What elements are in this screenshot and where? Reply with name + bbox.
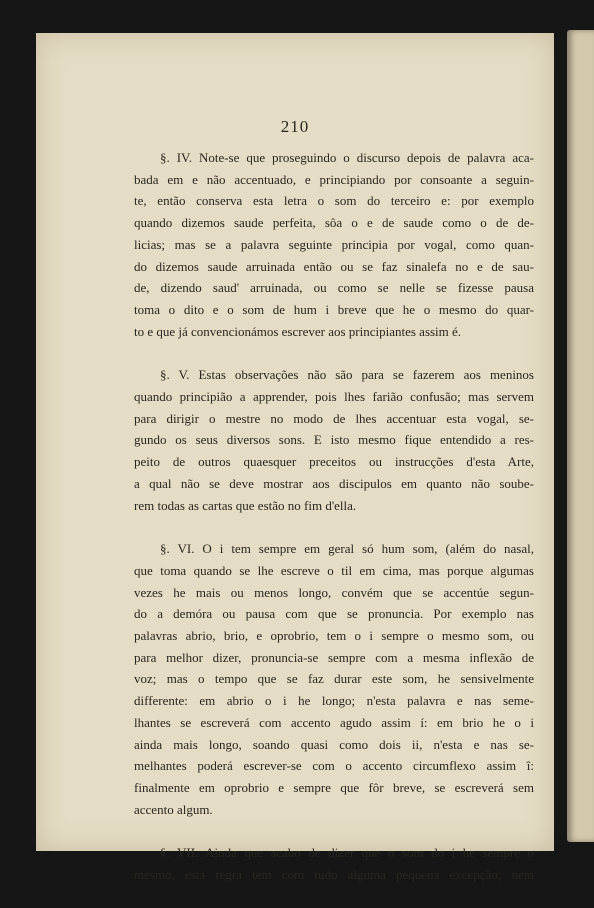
text-line: voz; mas o tempo que se faz durar este som, he sensivelmente xyxy=(134,671,534,687)
text-line: quando dizemos saude perfeita, sôa o e de saude como o de de- xyxy=(134,215,534,231)
text-line: quando principião a apprender, pois lhes farião confusão; mas servem xyxy=(134,389,534,405)
text-line: do a demóra ou pausa com que se pronuncia. Por exemplo nas xyxy=(134,606,534,622)
text-line: mesmo, esta regra tem com tudo alguma pequena excepção; nem xyxy=(134,867,534,883)
paragraph-section-iv xyxy=(134,147,534,342)
text-line: palavras abrio, brio, e oprobrio, tem o i sempre o mesmo som, ou xyxy=(134,628,534,644)
text-line: §. V. Estas observações não são para se fazerem aos meninos xyxy=(160,367,534,383)
text-line: do dizemos saude arruinada então ou se faz sinalefa no e de sau- xyxy=(134,258,534,274)
text-line: lhantes se escreverá com accento agudo assim í: em brio he o i xyxy=(134,714,534,730)
page-number: 210 xyxy=(280,117,310,136)
text-line: §. VII. Ainda que acabo de dizer que o som do i he sempre o xyxy=(160,845,534,861)
text-line: accento algum. xyxy=(134,801,213,817)
text-line: toma o dito e o som de hum i breve que he o mesmo do quar- xyxy=(134,301,534,317)
text-line: §. VI. O i tem sempre em geral só hum som, (além do nasal, xyxy=(160,541,534,557)
text-line: ainda mais longo, soando quasi como dois ii, n'esta e nas se- xyxy=(134,736,534,752)
text-line: vezes he mais ou menos longo, convém que se accentúe segun- xyxy=(134,584,534,600)
text-line: gundo os seus diversos sons. E isto mesmo fique entendido a res- xyxy=(134,432,534,448)
book-page xyxy=(36,33,554,883)
text-line: §. IV. Note-se que proseguindo o discurso depois de palavra aca- xyxy=(160,150,534,165)
paragraph-section-v xyxy=(134,364,534,516)
text-line: differente: em abrio o i he longo; n'esta palavra e nas seme- xyxy=(134,693,534,709)
text-line: te, então conserva esta letra o som do terceiro e: por exemplo xyxy=(134,193,534,209)
text-line: para melhor dizer, pronuncia-se sempre com a mesma inflexão de xyxy=(134,649,534,665)
text-line: bada em e não accentuado, e principiando por consoante a seguin- xyxy=(134,171,534,187)
page-body xyxy=(134,147,534,908)
text-line: rem todas as cartas que estão no fim d'ella. xyxy=(134,497,357,513)
text-line: que toma quando se lhe escreve o til em cima, mas porque algumas xyxy=(134,562,534,578)
text-line: to e que já convencionámos escrever aos principiantes assim é. xyxy=(134,323,462,339)
paragraph-section-vi xyxy=(134,538,534,820)
text-line: peito de outros quaesquer preceitos ou instrucções d'esta Arte, xyxy=(134,454,534,470)
paragraph-section-vii xyxy=(134,842,534,885)
text-line: finalmente em oprobrio e sempre que fôr breve, se escreverá sem xyxy=(134,779,534,795)
text-line: melhantes poderá escrever-se com o accento circumflexo assim î: xyxy=(134,758,534,774)
text-line: licias; mas se a palavra seguinte principia por vogal, como quan- xyxy=(134,236,534,252)
adjacent-page-edge xyxy=(567,30,594,842)
text-line: para dirigir o mestre no modo de lhes accentuar esta vogal, se- xyxy=(134,410,534,426)
text-line: a qual não se deve mostrar aos discipulos em quanto não soube- xyxy=(134,475,534,491)
text-line: de, dizendo saud' arruinada, ou como se nelle se fizesse pausa xyxy=(134,280,534,296)
